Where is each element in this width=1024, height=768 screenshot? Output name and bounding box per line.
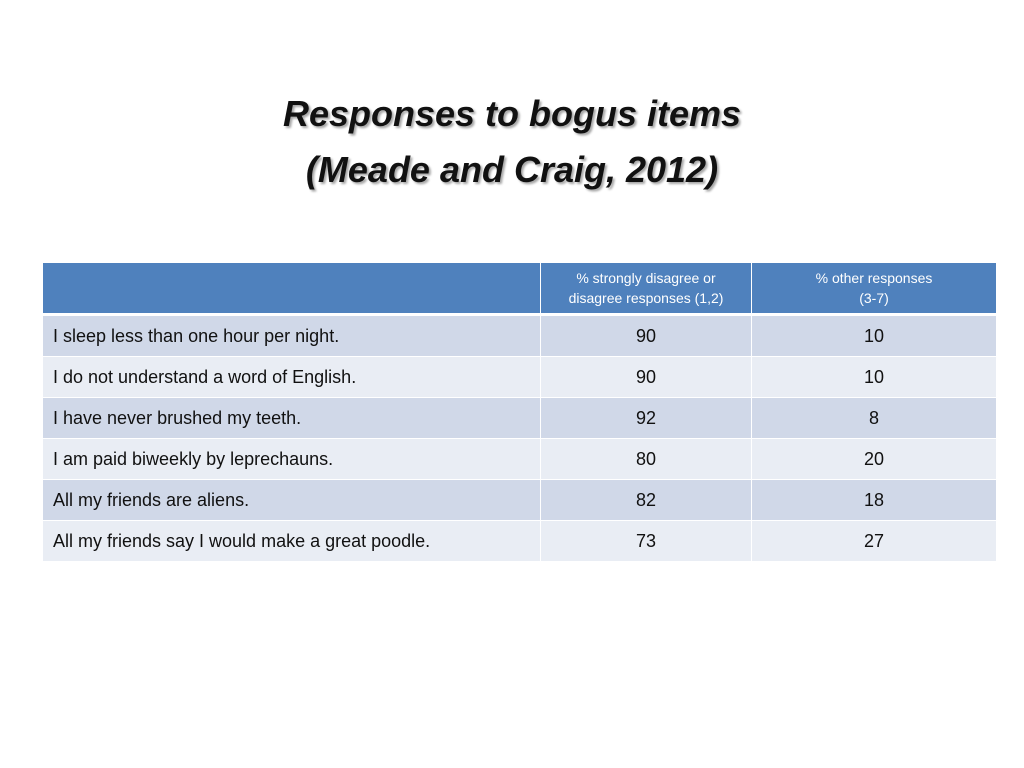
row-other: 20 [752, 439, 997, 480]
row-item: I sleep less than one hour per night. [43, 315, 541, 357]
row-disagree: 73 [541, 521, 752, 562]
header-disagree-line-1: % strongly disagree or [576, 270, 716, 286]
title-line-1: Responses to bogus items [282, 93, 742, 134]
header-other [752, 263, 997, 315]
row-other: 8 [752, 398, 997, 439]
table-row [43, 398, 997, 439]
table-row [43, 521, 997, 562]
row-disagree: 90 [541, 357, 752, 398]
header-other-line-1: % other responses [815, 270, 933, 286]
row-disagree: 82 [541, 480, 752, 521]
row-disagree: 92 [541, 398, 752, 439]
row-item: I do not understand a word of English. [43, 357, 541, 398]
table-row [43, 439, 997, 480]
header-disagree-line-2: disagree responses (1,2) [568, 290, 724, 306]
row-disagree: 80 [541, 439, 752, 480]
responses-table [42, 262, 997, 562]
row-other: 10 [752, 357, 997, 398]
row-disagree: 90 [541, 315, 752, 357]
header-disagree [541, 263, 752, 315]
table-row [43, 315, 997, 357]
row-item: All my friends are aliens. [43, 480, 541, 521]
header-other-line-2: (3-7) [859, 290, 889, 306]
row-other: 18 [752, 480, 997, 521]
row-other: 10 [752, 315, 997, 357]
row-item: All my friends say I would make a great poodle. [43, 521, 541, 562]
table-header-row [43, 263, 997, 315]
row-other: 27 [752, 521, 997, 562]
table-row [43, 357, 997, 398]
table-row [43, 480, 997, 521]
row-item: I have never brushed my teeth. [43, 398, 541, 439]
row-item: I am paid biweekly by leprechauns. [43, 439, 541, 480]
slide-title [0, 86, 1024, 198]
header-item [43, 263, 541, 315]
title-line-2: (Meade and Craig, 2012) [305, 149, 719, 190]
